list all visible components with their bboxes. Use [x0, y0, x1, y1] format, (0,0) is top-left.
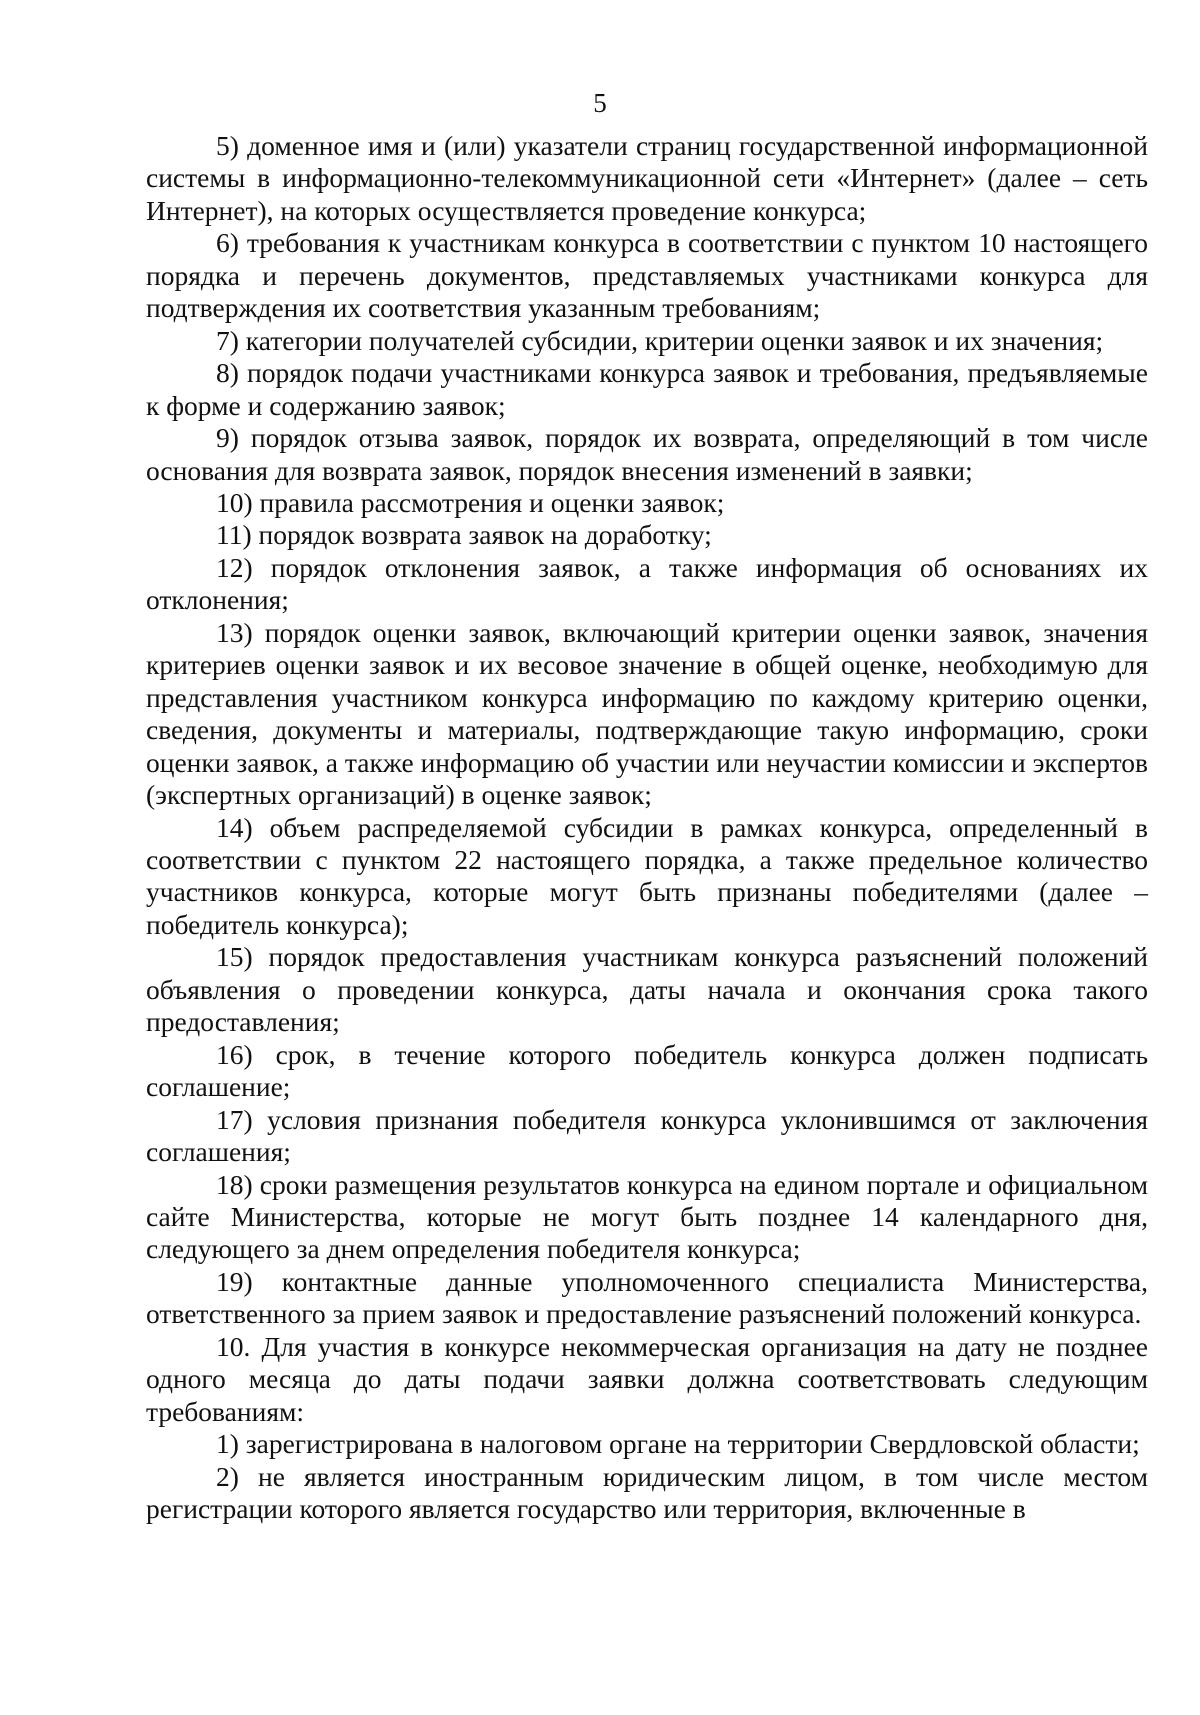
list-item-9: 9) порядок отзыва заявок, порядок их возврата, определяющий в том числе основания для возврата заявок, порядок внесения изменений в заявки;	[146, 422, 1148, 486]
list-item-15: 15) порядок предоставления участникам конкурса разъяснений положений объявления о проведении конкурса, даты начала и окончания срока такого предоставления;	[146, 941, 1148, 1038]
requirement-item-1: 1) зарегистрирована в налоговом органе на территории Свердловской области;	[216, 1428, 1140, 1460]
page-number: 5	[593, 88, 607, 118]
list-item-12: 12) порядок отклонения заявок, а также информация об основаниях их отклонения;	[146, 551, 1148, 616]
list-item-10: 10) правила рассмотрения и оценки заявок;	[216, 486, 725, 518]
list-item-18: 18) сроки размещения результатов конкурса на едином портале и официальном сайте Министерства, которые не могут быть позднее 14 календарного дня, следующего за днем определения победителя конкурса;	[146, 1168, 1148, 1265]
list-item-19: 19) контактные данные уполномоченного специалиста Министерства, ответственного за прием заявок и предоставление разъяснений положений конкурса.	[146, 1265, 1148, 1330]
list-item-16: 16) срок, в течение которого победитель конкурса должен подписать соглашение;	[146, 1038, 1148, 1103]
list-item-11: 11) порядок возврата заявок на доработку;	[216, 519, 712, 551]
requirement-item-2: 2) не является иностранным юридическим лицом, в том числе местом регистрации которого является государство или территория, включенные в	[146, 1460, 1148, 1525]
list-item-17: 17) условия признания победителя конкурса уклонившимся от заключения соглашения;	[146, 1103, 1148, 1168]
list-item-7: 7) категории получателей субсидии, критерии оценки заявок и их значения;	[216, 324, 1104, 356]
list-item-6: 6) требования к участникам конкурса в соответствии с пунктом 10 настоящего порядка и перечень документов, представляемых участниками конкурса для подтверждения их соответствия указанным требованиям;	[146, 227, 1148, 324]
section-10-paragraph: 10. Для участия в конкурсе некоммерческая организация на дату не позднее одного месяца до даты подачи заявки должна соответствовать следующим требованиям:	[146, 1330, 1148, 1427]
document-body	[146, 130, 1148, 1525]
list-item-5: 5) доменное имя и (или) указатели страниц государственной информационной системы в информационно-телекоммуникационной сети «Интернет» (далее – сеть Интернет), на которых осуществляется проведение конкурса;	[146, 130, 1148, 226]
list-item-8: 8) порядок подачи участниками конкурса заявок и требования, предъявляемые к форме и содержанию заявок;	[146, 357, 1148, 421]
list-item-14: 14) объем распределяемой субсидии в рамках конкурса, определенный в соответствии с пунктом 22 настоящего порядка, а также предельное количество участников конкурса, которые могут быть признаны победителями (далее – победитель конкурса);	[146, 811, 1148, 940]
list-item-13: 13) порядок оценки заявок, включающий критерии оценки заявок, значения критериев оценки заявок и их весовое значение в общей оценке, необходимую для представления участником конкурса информацию по каждому критерию оценки, сведения, документы и материалы, подтверждающие такую информацию, сроки оценки заявок, а также информацию об участии или неучастии комиссии и экспертов (экспертных организаций) в оценке заявок;	[146, 616, 1148, 811]
